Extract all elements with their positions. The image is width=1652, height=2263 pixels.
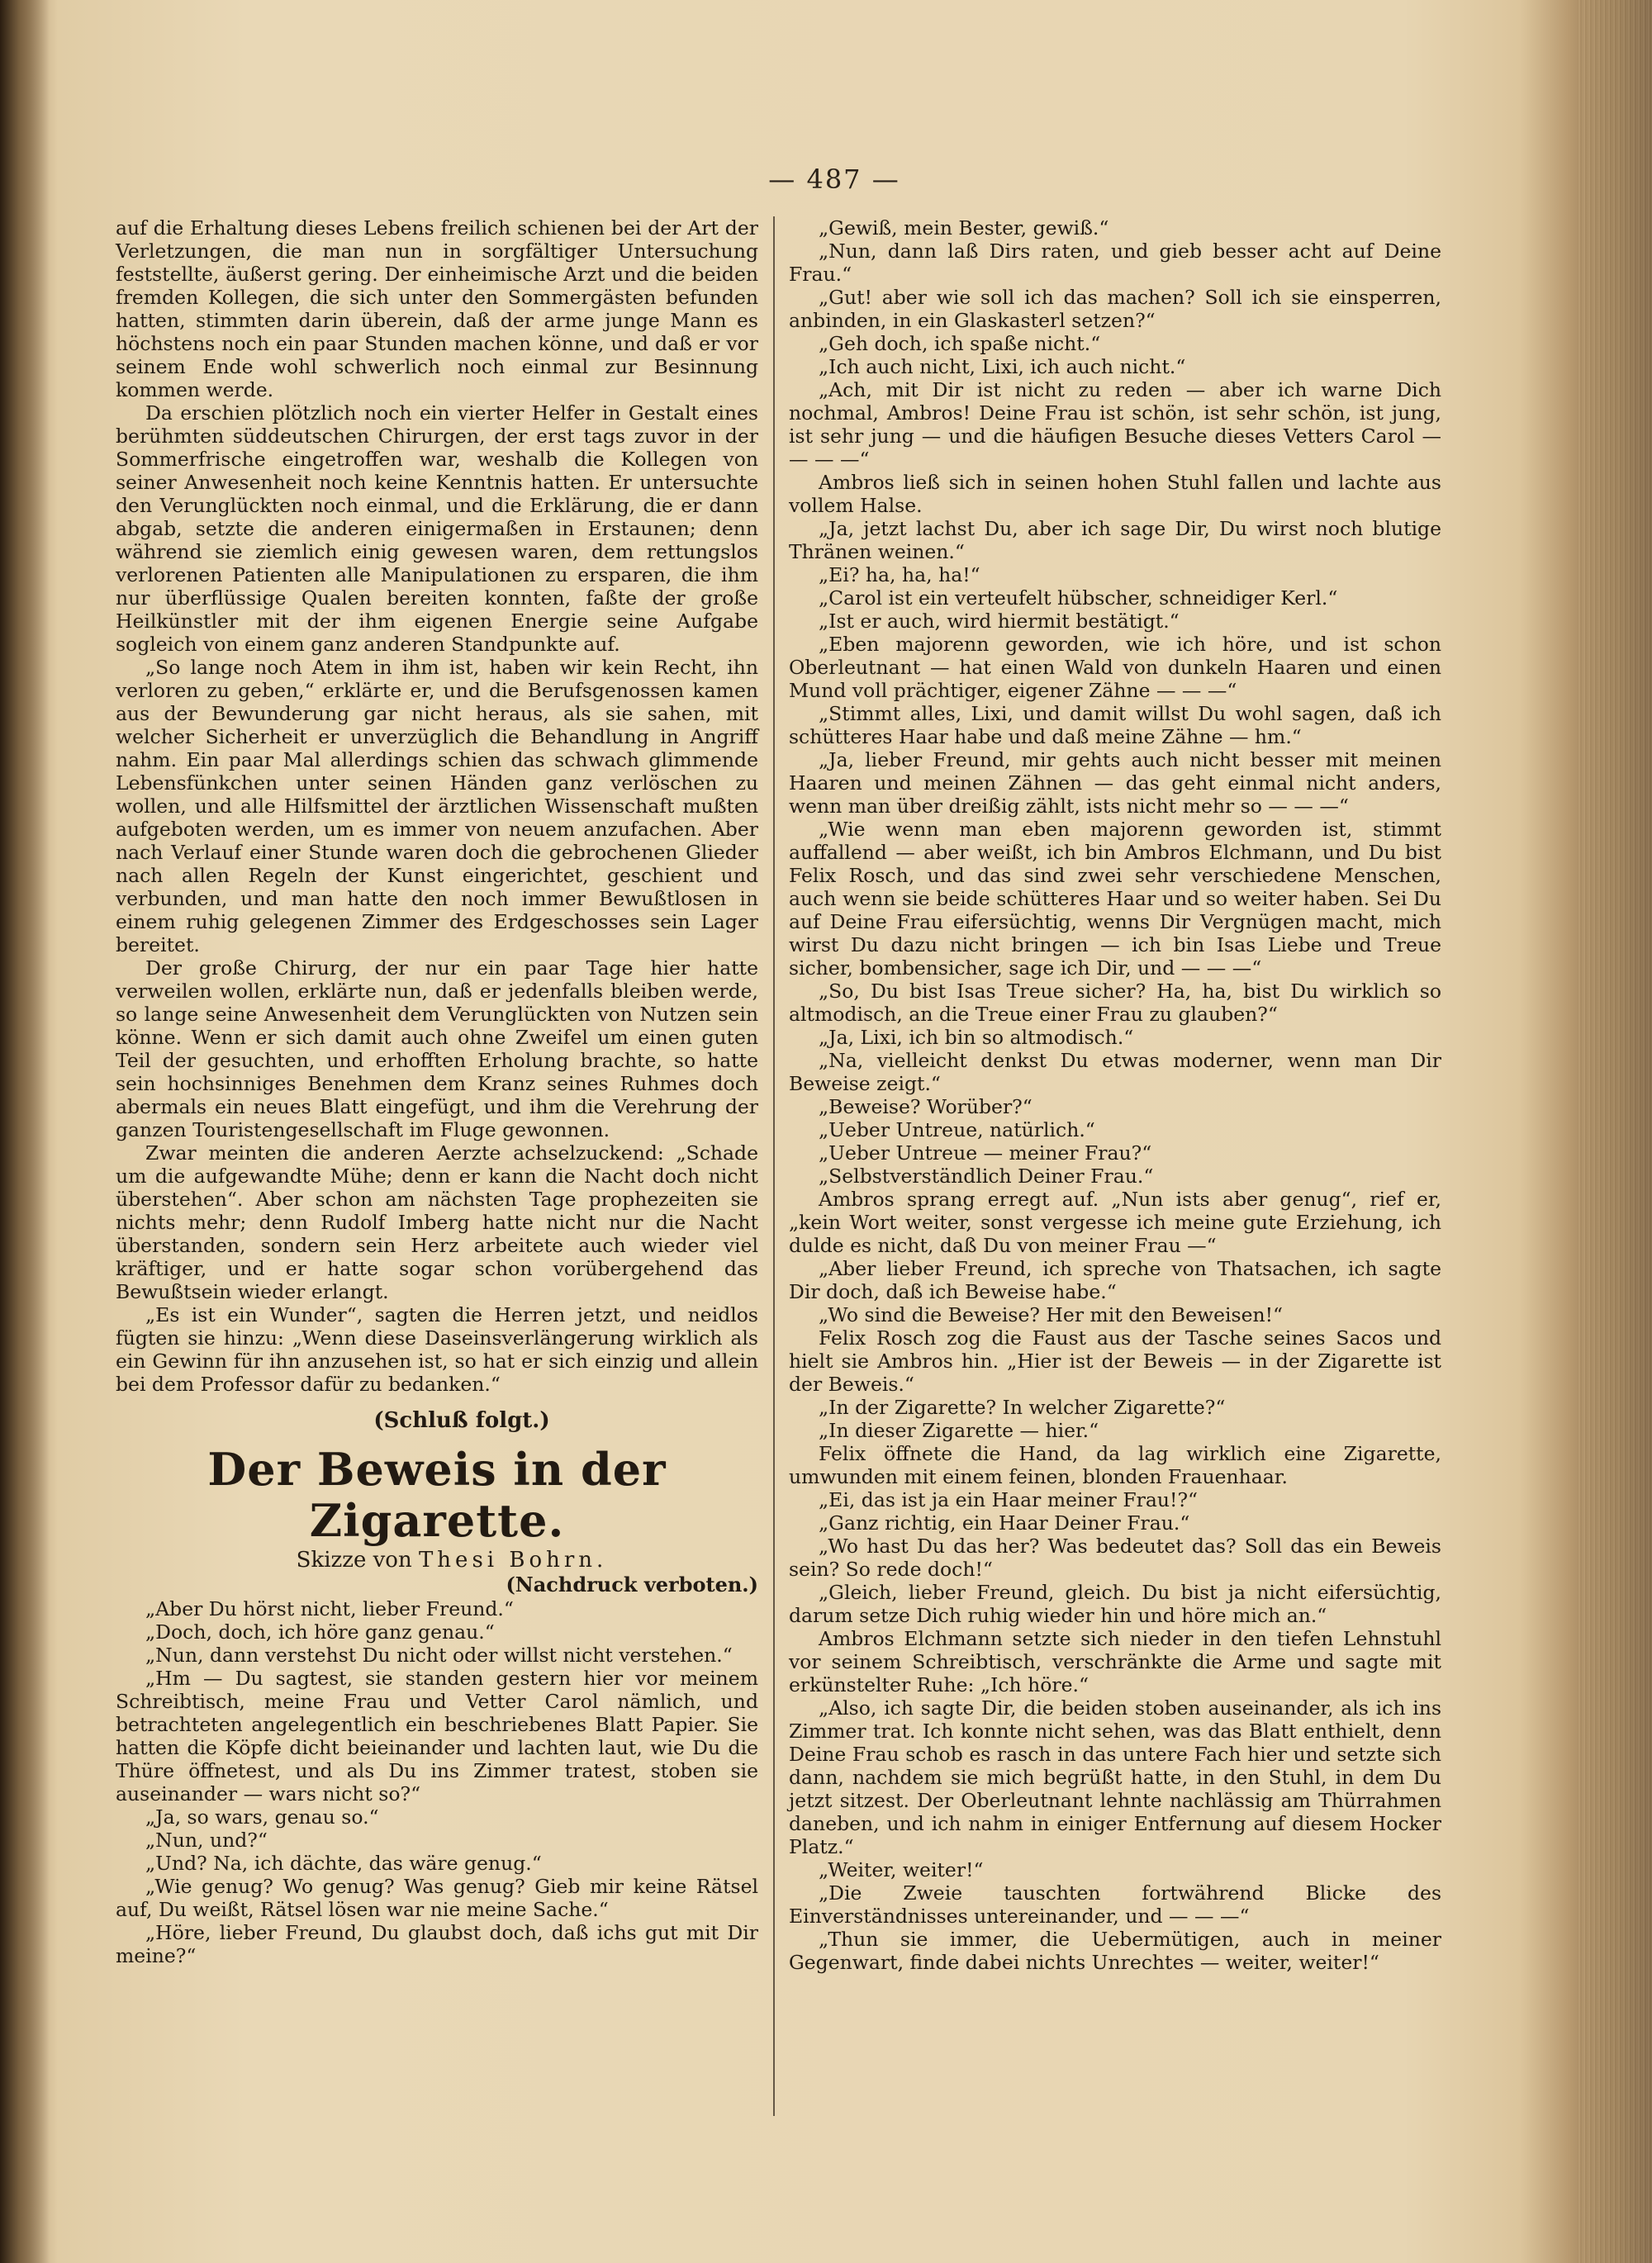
paragraph: „Ja, so wars, genau so.“ (145, 1805, 379, 1829)
paragraph: Felix öffnete die Hand, da lag wirklich eine Zigarette, umwunden mit einem feinen, blonden Frauenhaar. (789, 1442, 1441, 1488)
paragraph: „Ist er auch, wird hiermit bestätigt.“ (819, 610, 1180, 633)
left-column (116, 216, 758, 1967)
paragraph: „Gut! aber wie soll ich das machen? Soll ich sie einsperren, anbinden, in ein Glaskasterl setzen?“ (789, 286, 1441, 332)
paragraph: „Höre, lieber Freund, Du glaubst doch, daß ichs gut mit Dir meine?“ (116, 1921, 758, 1967)
paragraph: „So lange noch Atem in ihm ist, haben wir kein Recht, ihn verloren zu geben,“ erklärte er, und die Berufsgenossen kamen aus der Bewunderung gar nicht heraus, als sie sahen, mit welcher Sicherheit er unverzüglich die Behandlung in Angriff nahm. Ein paar Mal allerdings schien das schwach glimmende Lebensfünkchen unter seinen Händen ganz verlöschen zu wollen, und alle Hilfsmittel der ärztlichen Wissenschaft mußten aufgeboten werden, um es immer von neuem anzufachen. Aber nach Verlauf einer Stunde waren doch die gebrochenen Glieder nach allen Regeln der Kunst eingerichtet, geschient und verbunden, und man hatte den noch immer Bewußtlosen in einem ruhig gelegenen Zimmer des Erdgeschosses sein Lager bereitet. (116, 656, 758, 956)
paragraph: „Gleich, lieber Freund, gleich. Du bist ja nicht eifersüchtig, darum setze Dich ruhig wieder hin und höre mich an.“ (789, 1581, 1441, 1627)
paragraph: „So, Du bist Isas Treue sicher? Ha, ha, bist Du wirklich so altmodisch, an die Treue einer Frau zu glauben?“ (789, 980, 1441, 1026)
paragraph: „Na, vielleicht denkst Du etwas moderner, wenn man Dir Beweise zeigt.“ (789, 1049, 1441, 1095)
paragraph: „Wie wenn man eben majorenn geworden ist, stimmt auffallend — aber weißt, ich bin Ambros Elchmann, und Du bist Felix Rosch, und das sind zwei sehr verschiedene Menschen, auch wenn sie beide schütteres Haar und so weiter haben. Sei Du auf Deine Frau eifersüchtig, wenns Dir Vergnügen macht, mich wirst Du dazu nicht bringen — ich bin Isas Liebe und Treue sicher, bombensicher, sage ich Dir, und — — —“ (789, 818, 1441, 980)
paragraph: „Ueber Untreue, natürlich.“ (819, 1118, 1095, 1141)
paragraph: „Nun, dann verstehst Du nicht oder willst nicht verstehen.“ (145, 1644, 733, 1667)
paragraph: „Wo hast Du das her? Was bedeutet das? Soll das ein Beweis sein? So rede doch!“ (789, 1535, 1441, 1581)
byline-prefix: Skizze von (296, 1548, 412, 1573)
paragraph: „Aber Du hörst nicht, lieber Freund.“ (145, 1597, 514, 1620)
paragraph: „Wo sind die Beweise? Her mit den Beweisen!“ (819, 1303, 1284, 1326)
paragraph: „Ganz richtig, ein Haar Deiner Frau.“ (819, 1511, 1190, 1535)
paragraph: Felix Rosch zog die Faust aus der Tasche seines Sacos und hielt sie Ambros hin. „Hier ist der Beweis — in der Zigarette ist der Beweis.“ (789, 1326, 1441, 1396)
paragraph: „Gewiß, mein Bester, gewiß.“ (819, 216, 1109, 240)
story-byline (116, 1548, 758, 1573)
paragraph: „Ei, das ist ja ein Haar meiner Frau!?“ (819, 1488, 1199, 1511)
paragraph: „Nun, und?“ (145, 1829, 268, 1852)
paragraph: „Ei? ha, ha, ha!“ (819, 563, 980, 586)
paragraph: „Thun sie immer, die Uebermütigen, auch in meiner Gegenwart, finde dabei nichts Unrechtes — weiter, weiter!“ (789, 1928, 1441, 1974)
paragraph: „Ueber Untreue — meiner Frau?“ (819, 1141, 1152, 1165)
paragraph: „Ja, lieber Freund, mir gehts auch nicht besser mit meinen Haaren und meinen Zähnen — das geht einmal nicht anders, wenn man über dreißig zählt, ists nicht mehr so — — —“ (789, 748, 1441, 818)
continued-label: (Schluß folgt.) (373, 1408, 550, 1433)
paragraph: Der große Chirurg, der nur ein paar Tage hier hatte verweilen wollen, erklärte nun, daß er jedenfalls bleiben werde, so lange seine Anwesenheit dem Verunglückten von Nutzen sein könne. Wenn er sich damit auch ohne Zweifel um einen guten Teil der gesuchten, und erhofften Erholung brachte, so hatte sein hochsinniges Benehmen dem Kranz seines Ruhmes doch abermals ein neues Blatt eingefügt, und ihm die Verehrung der ganzen Touristengesellschaft im Fluge gewonnen. (116, 956, 758, 1141)
story-author: Thesi Bohrn. (418, 1548, 608, 1573)
paragraph: „In dieser Zigarette — hier.“ (819, 1419, 1099, 1442)
paragraph: „In der Zigarette? In welcher Zigarette?“ (819, 1396, 1226, 1419)
page-number: — 487 — (768, 164, 900, 195)
paragraph: Ambros sprang erregt auf. „Nun ists aber genug“, rief er, „kein Wort weiter, sonst vergesse ich meine gute Erziehung, ich dulde es nicht, daß Du von meiner Frau —“ (789, 1188, 1441, 1257)
paragraph: „Ach, mit Dir ist nicht zu reden — aber ich warne Dich nochmal, Ambros! Deine Frau ist schön, ist sehr schön, ist jung, ist sehr jung — und die häufigen Besuche dieses Vetters Carol — — — —“ (789, 378, 1441, 471)
paragraph: „Stimmt alles, Lixi, und damit willst Du wohl sagen, daß ich schütteres Haar habe und daß meine Zähne — hm.“ (789, 702, 1441, 748)
paragraph: Ambros ließ sich in seinen hohen Stuhl fallen und lachte aus vollem Halse. (789, 471, 1441, 517)
paragraph: „Ich auch nicht, Lixi, ich auch nicht.“ (819, 355, 1186, 378)
paragraph: „Eben majorenn geworden, wie ich höre, und ist schon Oberleutnant — hat einen Wald von dunkeln Haaren und einen Mund voll prächtiger, eigener Zähne — — —“ (789, 633, 1441, 702)
paragraph: Ambros Elchmann setzte sich nieder in den tiefen Lehnstuhl vor seinem Schreibtisch, verschränkte die Arme und sagte mit erkünstelter Ruhe: „Ich höre.“ (789, 1627, 1441, 1696)
paragraph: „Geh doch, ich spaße nicht.“ (819, 332, 1101, 355)
paragraph: „Und? Na, ich dächte, das wäre genug.“ (145, 1852, 542, 1875)
paragraph: „Ja, Lixi, ich bin so altmodisch.“ (819, 1026, 1134, 1049)
paragraph: „Beweise? Worüber?“ (819, 1095, 1032, 1118)
book-gutter-shadow (0, 0, 50, 2263)
paragraph: „Hm — Du sagtest, sie standen gestern hier vor meinem Schreibtisch, meine Frau und Vetter Carol nämlich, und betrachteten angelegentlich ein beschriebenes Blatt Papier. Sie hatten die Köpfe dicht beieinander und lachten laut, wie Du die Thüre öffnetest, und als Du ins Zimmer tratest, stoben sie auseinander — wars nicht so?“ (116, 1667, 758, 1805)
paragraph: „Also, ich sagte Dir, die beiden stoben auseinander, als ich ins Zimmer trat. Ich konnte nicht sehen, was das Blatt enthielt, denn Deine Frau schob es rasch in das untere Fach hier und setzte sich dann, nachdem sie mich begrüßt hatte, in den Stuhl, in dem Du jetzt sitzest. Der Oberleutnant lehnte nachlässig am Thürrahmen daneben, und ich nahm in einiger Entfernung auf diesem Hocker Platz.“ (789, 1696, 1441, 1858)
reprint-note: (Nachdruck verboten.) (506, 1573, 758, 1596)
column-divider (773, 216, 775, 2116)
paragraph: Zwar meinten die anderen Aerzte achselzuckend: „Schade um die aufgewandte Mühe; denn er kann die Nacht doch nicht überstehen“. Aber schon am nächsten Tage prophezeiten sie nichts mehr; denn Rudolf Imberg hatte nicht nur die Nacht überstanden, sondern sein Herz arbeitete auch wieder viel kräftiger, und er hatte sogar schon vorübergehend das Bewußtsein wieder erlangt. (116, 1141, 758, 1303)
paragraph: „Wie genug? Wo genug? Was genug? Gieb mir keine Rätsel auf, Du weißt, Rätsel lösen war nie meine Sache.“ (116, 1875, 758, 1921)
paragraph: „Weiter, weiter!“ (819, 1858, 984, 1881)
paragraph: „Ja, jetzt lachst Du, aber ich sage Dir, Du wirst noch blutige Thränen weinen.“ (789, 517, 1441, 563)
paragraph: „Die Zweie tauschten fortwährend Blicke des Einverständnisses untereinander, und — — —“ (789, 1881, 1441, 1928)
story-title: Der Beweis in der Zigarette. (207, 1443, 667, 1547)
right-column (789, 216, 1441, 1974)
paragraph: Da erschien plötzlich noch ein vierter Helfer in Gestalt eines berühmten süddeutschen Chirurgen, der erst tags zuvor in der Sommerfrische eingetroffen war, weshalb die Kollegen von seiner Anwesenheit noch keine Kenntnis hatten. Er untersuchte den Verunglückten noch einmal, und die Erklärung, die er dann abgab, setzte die anderen einigermaßen in Erstaunen; denn während sie ziemlich einig gewesen waren, dem rettungslos verlorenen Patienten alle Manipulationen zu ersparen, die ihm nur überflüssige Qualen bereiten konnten, faßte der große Heilkünstler mit der ihm eigenen Energie seine Aufgabe sogleich von einem ganz anderen Standpunkte auf. (116, 401, 758, 656)
paragraph: „Doch, doch, ich höre ganz genau.“ (145, 1620, 495, 1644)
paragraph: „Nun, dann laß Dirs raten, und gieb besser acht auf Deine Frau.“ (789, 240, 1441, 286)
paragraph: „Selbstverständlich Deiner Frau.“ (819, 1165, 1154, 1188)
paragraph: „Es ist ein Wunder“, sagten die Herren jetzt, und neidlos fügten sie hinzu: „Wenn diese Daseinsverlängerung wirklich als ein Gewinn für ihn anzusehen ist, so hat er sich einzig und allein bei dem Professor dafür zu bedanken.“ (116, 1303, 758, 1396)
paragraph: „Carol ist ein verteufelt hübscher, schneidiger Kerl.“ (819, 586, 1338, 610)
paragraph: auf die Erhaltung dieses Lebens freilich schienen bei der Art der Verletzungen, die man nun in sorgfältiger Untersuchung feststellte, äußerst gering. Der einheimische Arzt und die beiden fremden Kollegen, die sich unter den Sommergästen befunden hatten, stimmten darin überein, daß der arme junge Mann es höchstens noch ein paar Stunden machen könne, und daß er vor seinem Ende wohl schwerlich noch einmal zur Besinnung kommen werde. (116, 216, 758, 401)
paragraph: „Aber lieber Freund, ich spreche von Thatsachen, ich sagte Dir doch, daß ich Beweise habe.“ (789, 1257, 1441, 1303)
page-stack-edge (1578, 0, 1652, 2263)
